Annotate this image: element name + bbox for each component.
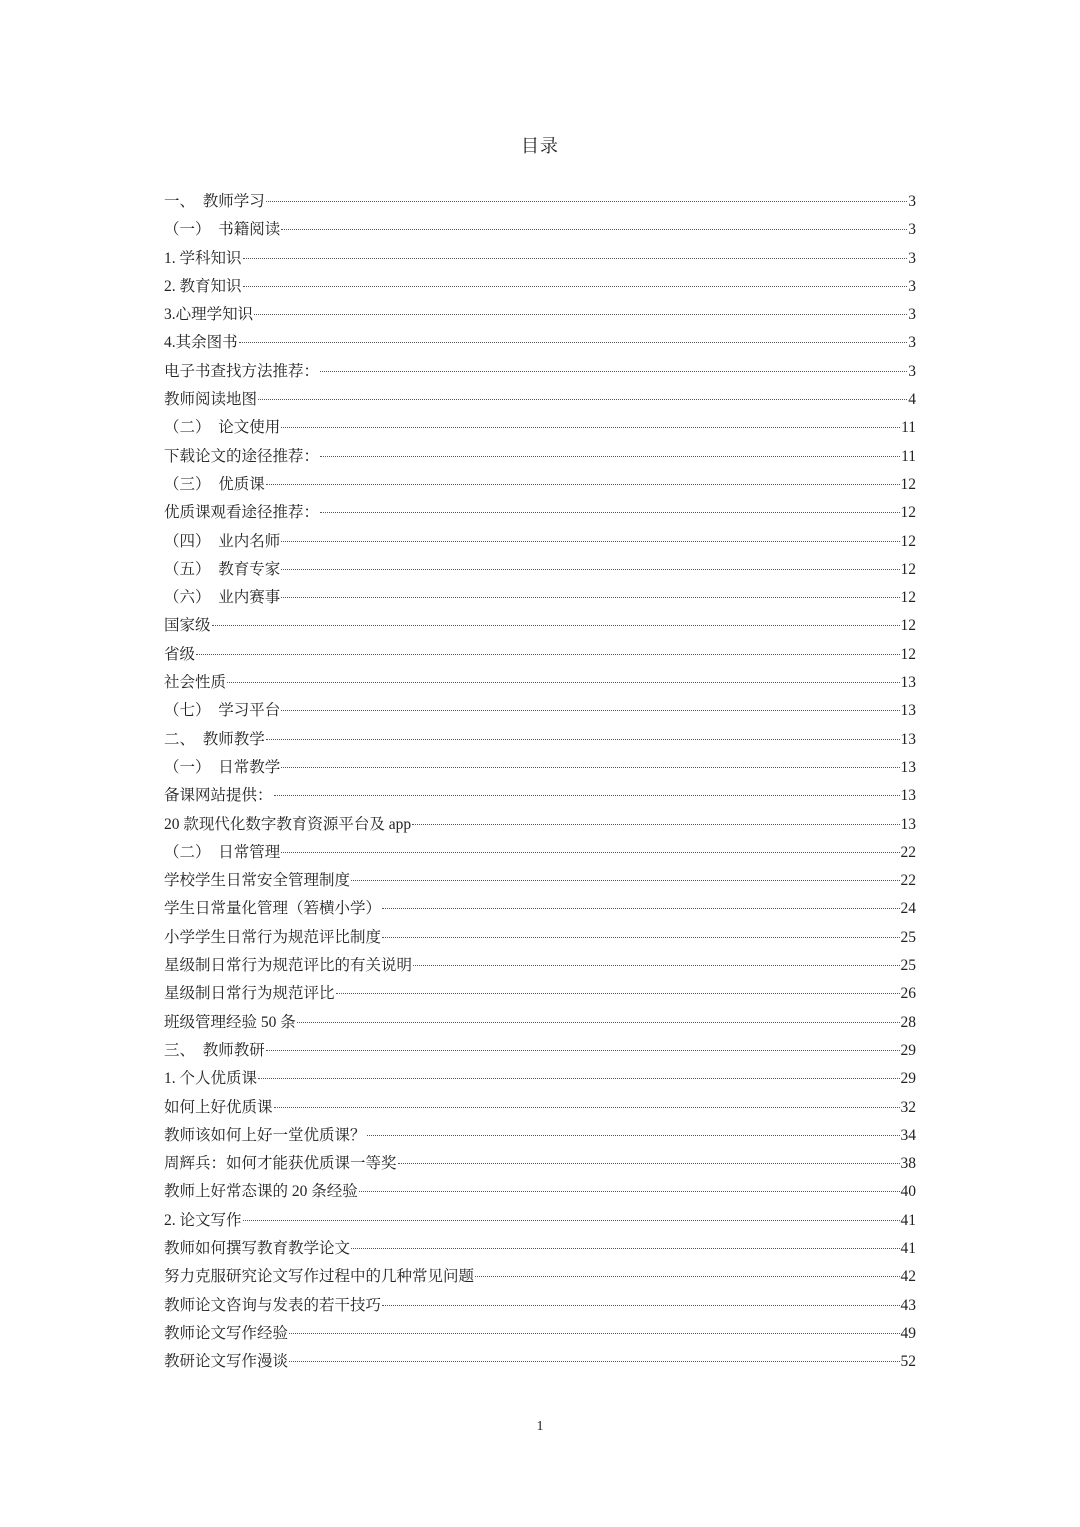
toc-entry-page: 43 [900, 1296, 916, 1314]
toc-dot-leader [212, 625, 900, 626]
toc-dot-leader [281, 569, 899, 570]
toc-entry[interactable] [164, 952, 916, 980]
toc-dot-leader [281, 767, 899, 768]
toc-entry[interactable] [164, 782, 916, 810]
toc-entry-page: 26 [900, 985, 916, 1003]
toc-entry-text: （五） 教育专家 [164, 560, 281, 578]
toc-entry[interactable] [164, 1009, 916, 1037]
toc-entry[interactable] [164, 471, 916, 499]
toc-entry[interactable] [164, 1263, 916, 1291]
toc-entry[interactable] [164, 584, 916, 612]
toc-entry-page: 25 [900, 928, 916, 946]
toc-entry[interactable] [164, 216, 916, 244]
toc-dot-leader [382, 908, 899, 909]
toc-entry-text: 1. 个人优质课 [164, 1070, 258, 1088]
toc-entry-text: 下载论文的途径推荐： [164, 447, 320, 465]
toc-dot-leader [239, 342, 908, 343]
toc-entry-page: 29 [900, 1041, 916, 1059]
toc-entry[interactable] [164, 980, 916, 1008]
toc-entry[interactable] [164, 839, 916, 867]
toc-entry-page: 13 [900, 787, 916, 805]
toc-entry-page: 12 [900, 645, 916, 663]
toc-entry-text: 星级制日常行为规范评比 [164, 985, 335, 1003]
toc-dot-leader [266, 484, 900, 485]
toc-entry-text: （四） 业内名师 [164, 532, 281, 550]
toc-entry-page: 12 [900, 532, 916, 550]
toc-entry-text: 教师阅读地图 [164, 391, 258, 409]
toc-entry-page: 12 [900, 475, 916, 493]
toc-dot-leader [274, 1107, 900, 1108]
toc-entry-text: 省级 [164, 645, 196, 663]
toc-entry-page: 52 [900, 1353, 916, 1371]
toc-entry-text: 三、 教师教研 [164, 1041, 265, 1059]
toc-entry-text: 国家级 [164, 617, 211, 635]
toc-entry-text: 电子书查找方法推荐： [164, 362, 320, 380]
toc-entry[interactable] [164, 1065, 916, 1093]
toc-entry[interactable] [164, 1037, 916, 1065]
toc-dot-leader [320, 512, 899, 513]
page-number: 1 [536, 1419, 544, 1434]
toc-dot-leader [320, 371, 907, 372]
toc-dot-leader [413, 965, 899, 966]
toc-entry-page: 29 [900, 1070, 916, 1088]
toc-entry[interactable] [164, 1207, 916, 1235]
toc-entry[interactable] [164, 726, 916, 754]
toc-entry-page: 41 [900, 1239, 916, 1257]
toc-entry-text: 教师论文写作经验 [164, 1324, 289, 1342]
toc-entry[interactable] [164, 386, 916, 414]
toc-entry-text: 学校学生日常安全管理制度 [164, 872, 351, 890]
toc-entry-page: 12 [900, 504, 916, 522]
toc-entry-page: 13 [900, 758, 916, 776]
toc-entry-text: 努力克服研究论文写作过程中的几种常见问题 [164, 1268, 475, 1286]
toc-entry-page: 3 [908, 221, 916, 239]
toc-entry[interactable] [164, 245, 916, 273]
toc-entry[interactable] [164, 301, 916, 329]
toc-entry-page: 32 [900, 1098, 916, 1116]
toc-entry-text: 4.其余图书 [164, 334, 238, 352]
toc-entry-page: 42 [900, 1268, 916, 1286]
toc-dot-leader [266, 201, 907, 202]
toc-entry[interactable] [164, 669, 916, 697]
toc-entry-page: 22 [900, 843, 916, 861]
toc-dot-leader [336, 993, 900, 994]
toc-entry-text: 学生日常量化管理（箬横小学） [164, 900, 382, 918]
toc-entry[interactable] [164, 641, 916, 669]
toc-dot-leader [382, 1305, 899, 1306]
toc-dot-leader [281, 852, 899, 853]
toc-entry-text: 班级管理经验 50 条 [164, 1013, 296, 1031]
toc-entry-text: （一） 日常教学 [164, 758, 281, 776]
toc-entry-page: 13 [900, 730, 916, 748]
toc-entry-page: 3 [908, 277, 916, 295]
toc-entry[interactable] [164, 1122, 916, 1150]
toc-entry[interactable] [164, 1292, 916, 1320]
toc-entry-text: 优质课观看途径推荐： [164, 504, 320, 522]
toc-dot-leader [297, 1022, 900, 1023]
table-of-contents [164, 188, 916, 1376]
toc-entry-page: 25 [900, 957, 916, 975]
toc-entry-page: 3 [908, 362, 916, 380]
toc-entry-text: 一、 教师学习 [164, 193, 265, 210]
toc-entry[interactable] [164, 612, 916, 640]
toc-entry[interactable] [164, 414, 916, 442]
toc-entry-page: 4 [908, 391, 916, 409]
toc-entry-text: （六） 业内赛事 [164, 589, 281, 607]
toc-entry-text: 教师论文咨询与发表的若干技巧 [164, 1296, 382, 1314]
toc-entry-text: 20 款现代化数字教育资源平台及 app [164, 815, 412, 833]
toc-entry[interactable] [164, 697, 916, 725]
toc-entry[interactable] [164, 556, 916, 584]
toc-entry-text: （三） 优质课 [164, 475, 265, 493]
toc-dot-leader [281, 597, 899, 598]
toc-entry[interactable] [164, 528, 916, 556]
toc-entry-page: 34 [900, 1126, 916, 1144]
toc-dot-leader [258, 399, 907, 400]
toc-entry-text: 2. 论文写作 [164, 1211, 242, 1229]
toc-entry-text: 2. 教育知识 [164, 277, 242, 295]
toc-entry-page: 28 [900, 1013, 916, 1031]
toc-entry[interactable] [164, 1178, 916, 1206]
toc-entry[interactable] [164, 358, 916, 386]
toc-entry[interactable] [164, 811, 916, 839]
toc-entry[interactable] [164, 895, 916, 923]
toc-entry-page: 12 [900, 560, 916, 578]
toc-dot-leader [359, 1191, 900, 1192]
toc-entry[interactable] [164, 443, 916, 471]
toc-entry-page: 22 [900, 872, 916, 890]
toc-entry-text: 3.心理学知识 [164, 306, 254, 324]
toc-entry-text: 教师该如何上好一堂优质课？ [164, 1126, 366, 1144]
toc-entry-page: 13 [900, 702, 916, 720]
toc-entry-text: （一） 书籍阅读 [164, 221, 281, 239]
toc-dot-leader [367, 1135, 900, 1136]
toc-dot-leader [281, 229, 907, 230]
toc-entry-page: 3 [908, 249, 916, 267]
toc-dot-leader [258, 1078, 899, 1079]
toc-entry-page: 12 [900, 617, 916, 635]
toc-entry[interactable] [164, 499, 916, 527]
toc-title: 目录 [521, 136, 559, 156]
toc-entry-text: （二） 论文使用 [164, 419, 281, 437]
toc-entry-page: 3 [908, 306, 916, 324]
toc-entry-page: 3 [908, 193, 916, 210]
toc-dot-leader [243, 1220, 900, 1221]
toc-entry-text: 备课网站提供： [164, 787, 273, 805]
toc-dot-leader [412, 824, 899, 825]
toc-dot-leader [281, 427, 900, 428]
toc-entry[interactable] [164, 1094, 916, 1122]
toc-entry-text: 二、 教师教学 [164, 730, 265, 748]
toc-dot-leader [351, 1248, 899, 1249]
toc-dot-leader [266, 1050, 900, 1051]
toc-entry[interactable] [164, 1235, 916, 1263]
toc-dot-leader [266, 739, 900, 740]
toc-entry-page: 38 [900, 1155, 916, 1173]
toc-dot-leader [382, 937, 899, 938]
toc-entry[interactable] [164, 1348, 916, 1376]
toc-dot-leader [254, 314, 907, 315]
toc-entry[interactable] [164, 754, 916, 782]
toc-entry-page: 49 [900, 1324, 916, 1342]
toc-entry-text: 如何上好优质课 [164, 1098, 273, 1116]
toc-dot-leader [243, 258, 908, 259]
toc-dot-leader [320, 456, 900, 457]
toc-entry[interactable] [164, 1150, 916, 1178]
toc-entry[interactable] [164, 924, 916, 952]
toc-entry-page: 11 [901, 419, 916, 437]
toc-entry-page: 12 [900, 589, 916, 607]
toc-entry-text: 教师上好常态课的 20 条经验 [164, 1183, 358, 1201]
toc-entry-text: 教研论文写作漫谈 [164, 1353, 289, 1371]
toc-entry-text: 周辉兵：如何才能获优质课一等奖 [164, 1155, 397, 1173]
toc-entry-page: 13 [900, 815, 916, 833]
toc-dot-leader [398, 1163, 900, 1164]
toc-entry-text: （二） 日常管理 [164, 843, 281, 861]
toc-dot-leader [289, 1333, 899, 1334]
toc-entry-page: 11 [901, 447, 916, 465]
toc-entry-text: 小学学生日常行为规范评比制度 [164, 928, 382, 946]
toc-entry[interactable] [164, 188, 916, 216]
toc-dot-leader [289, 1361, 899, 1362]
toc-entry[interactable] [164, 329, 916, 357]
toc-entry-page: 13 [900, 674, 916, 692]
toc-dot-leader [196, 654, 899, 655]
toc-entry-text: 星级制日常行为规范评比的有关说明 [164, 957, 413, 975]
toc-entry-page: 3 [908, 334, 916, 352]
toc-dot-leader [475, 1276, 899, 1277]
toc-dot-leader [227, 682, 899, 683]
toc-entry-page: 41 [900, 1211, 916, 1229]
toc-entry[interactable] [164, 1320, 916, 1348]
toc-entry-text: （七） 学习平台 [164, 702, 281, 720]
toc-entry-page: 40 [900, 1183, 916, 1201]
toc-dot-leader [281, 710, 899, 711]
toc-dot-leader [243, 286, 908, 287]
toc-entry[interactable] [164, 867, 916, 895]
toc-entry-page: 24 [900, 900, 916, 918]
toc-dot-leader [274, 795, 900, 796]
toc-entry-text: 社会性质 [164, 674, 227, 692]
toc-dot-leader [281, 541, 899, 542]
toc-entry-text: 教师如何撰写教育教学论文 [164, 1239, 351, 1257]
toc-entry-text: 1. 学科知识 [164, 249, 242, 267]
toc-entry[interactable] [164, 273, 916, 301]
toc-dot-leader [351, 880, 899, 881]
